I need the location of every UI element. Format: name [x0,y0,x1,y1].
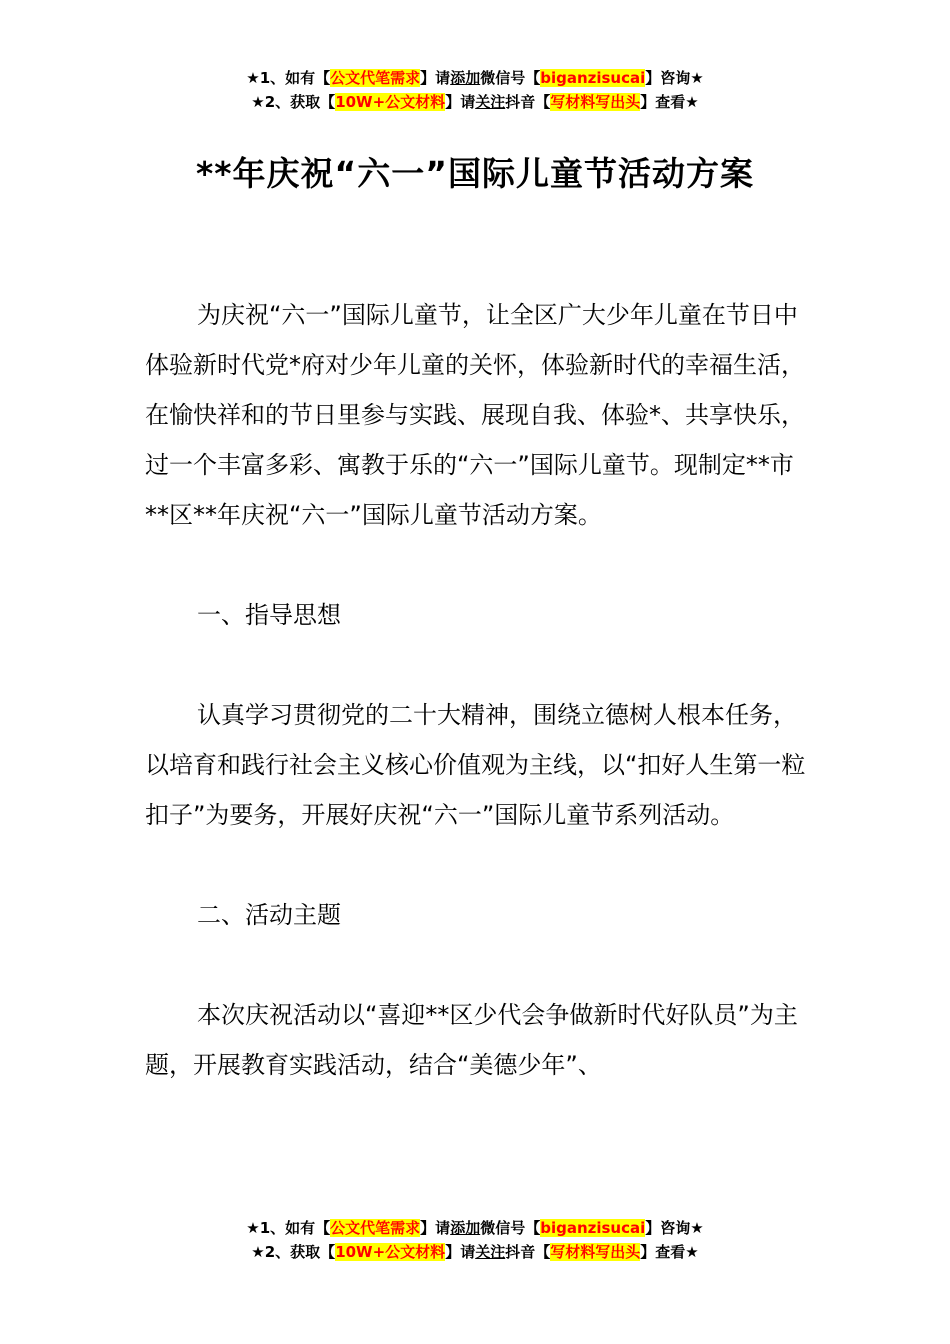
highlight-douyin-id: 写材料写出头 [550,1243,641,1261]
section-heading-guiding-ideology: 一、指导思想 [197,601,341,629]
document-title: **年庆祝“六一”国际儿童节活动方案 [196,154,754,193]
banner-line-1: ★1、如有【公文代笔需求】请添加微信号【biganzisucai】咨询★ [246,69,704,87]
highlight-service: 公文代笔需求 [330,69,421,87]
top-banner [0,66,950,114]
banner-line-2: ★2、获取【10W+公文材料】请关注抖音【写材料写出头】查看★ [251,93,699,111]
highlight-douyin-id: 写材料写出头 [550,93,641,111]
section-paragraph-guiding-ideology: 认真学习贯彻党的二十大精神，围绕立德树人根本任务，以培育和践行社会主义核心价值观为主线，以“扣好人生第一粒扣子”为要务，开展好庆祝“六一”国际儿童节系列活动。 [145,701,806,829]
highlight-service: 公文代笔需求 [330,1219,421,1237]
highlight-wechat-id: biganzisucai [540,1219,646,1237]
banner-line-2: ★2、获取【10W+公文材料】请关注抖音【写材料写出头】查看★ [251,1243,699,1261]
highlight-materials: 10W+公文材料 [335,1243,446,1261]
section-heading-activity-theme: 二、活动主题 [197,901,341,929]
highlight-wechat-id: biganzisucai [540,69,646,87]
highlight-materials: 10W+公文材料 [335,93,446,111]
bottom-banner [0,1216,950,1264]
intro-paragraph: 为庆祝“六一”国际儿童节，让全区广大少年儿童在节日中体验新时代党*府对少年儿童的关怀，体验新时代的幸福生活，在愉快祥和的节日里参与实践、展现自我、体验*、共享快乐，过一个丰富多彩、寓教于乐的“六一”国际儿童节。现制定**市**区**年庆祝“六一”国际儿童节活动方案。 [145,301,805,529]
document-body [145,290,807,1090]
banner-line-1: ★1、如有【公文代笔需求】请添加微信号【biganzisucai】咨询★ [246,1219,704,1237]
section-paragraph-activity-theme: 本次庆祝活动以“喜迎**区少代会争做新时代好队员”为主题，开展教育实践活动，结合“美德少年”、 [145,1001,798,1079]
